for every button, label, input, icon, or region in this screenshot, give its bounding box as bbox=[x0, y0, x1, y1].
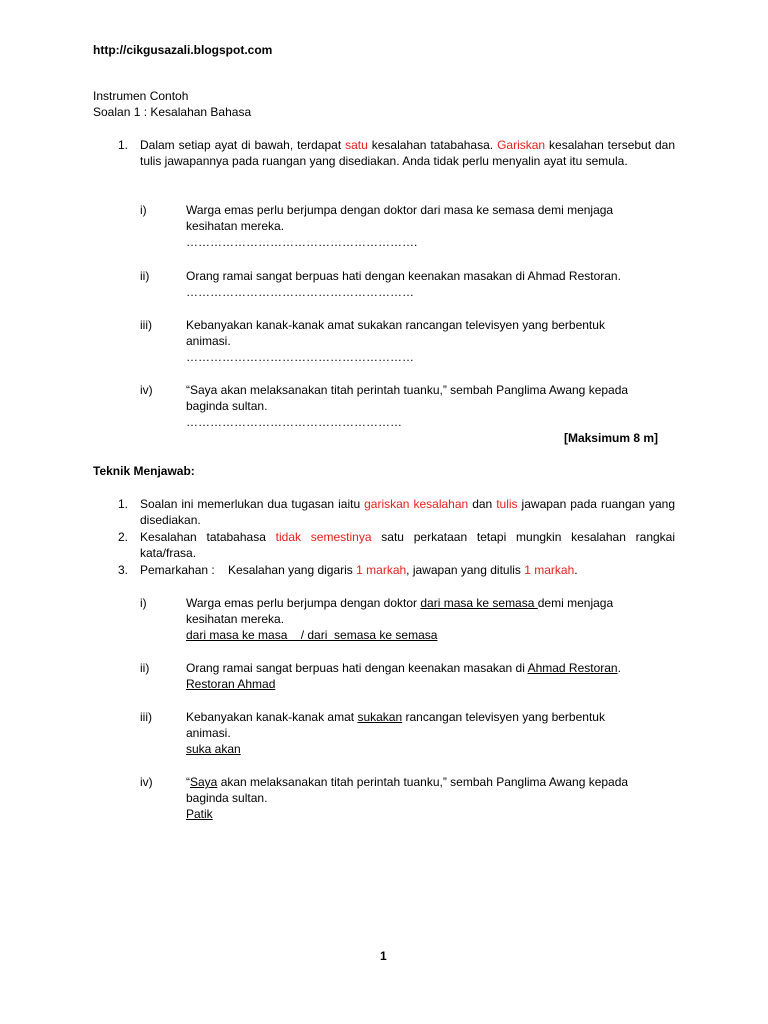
answer-sentence bbox=[186, 595, 613, 611]
point-text: , jawapan yang ditulis bbox=[406, 563, 525, 577]
item-label: iii) bbox=[140, 710, 152, 724]
sentence-text: Orang ramai sangat berpuas hati dengan keenakan masakan di bbox=[186, 661, 528, 675]
answer-sentence-cont: baginda sultan. bbox=[186, 791, 268, 805]
point-text: Kesalahan tatabahasa bbox=[140, 530, 276, 544]
answer-sentence bbox=[186, 774, 628, 790]
point-text: Pemarkahan : Kesalahan yang digaris bbox=[140, 563, 357, 577]
item-label: iv) bbox=[140, 383, 153, 397]
max-marks: [Maksimum 8 m] bbox=[563, 431, 658, 445]
point-number: 2. bbox=[118, 530, 129, 544]
correct-answer: suka akan bbox=[186, 742, 241, 756]
sentence-text: akan melaksanakan titah perintah tuanku,” sembah Panglima Awang kepada bbox=[217, 775, 629, 789]
point-number: 3. bbox=[118, 563, 129, 577]
item-sentence-cont: baginda sultan. bbox=[186, 399, 268, 413]
intro-highlight-satu: satu bbox=[345, 138, 368, 152]
item-label: iv) bbox=[140, 775, 153, 789]
underlined-error: sukakan bbox=[357, 710, 403, 724]
sentence-text: demi menjaga bbox=[537, 596, 614, 610]
point-highlight: gariskan kesalahan bbox=[364, 497, 469, 511]
point-highlight: tulis bbox=[496, 497, 518, 511]
point-text: Soalan ini memerlukan dua tugasan iaitu bbox=[140, 497, 365, 511]
point-highlight: 1 markah bbox=[524, 563, 575, 577]
item-label: i) bbox=[140, 596, 147, 610]
underlined-error: Ahmad Restoran bbox=[527, 661, 618, 675]
answer-blank: …………………………………………………. bbox=[186, 235, 418, 249]
point-text: dan bbox=[468, 497, 497, 511]
sentence-text: . bbox=[617, 661, 621, 675]
item-sentence-cont: kesihatan mereka. bbox=[186, 219, 285, 233]
sentence-text: “ bbox=[186, 775, 190, 789]
sentence-text: Kebanyakan kanak-kanak amat bbox=[186, 710, 358, 724]
technique-point bbox=[140, 496, 675, 528]
item-sentence: “Saya akan melaksanakan titah perintah tuanku,” sembah Panglima Awang kepada bbox=[186, 383, 629, 397]
answer-sentence bbox=[186, 660, 621, 676]
answer-blank: ………………………………………………… bbox=[186, 350, 414, 364]
point-text: . bbox=[574, 563, 578, 577]
point-highlight: 1 markah bbox=[356, 563, 407, 577]
technique-point bbox=[140, 529, 675, 561]
technique-heading: Teknik Menjawab: bbox=[93, 464, 195, 478]
sentence-text: Warga emas perlu berjumpa dengan doktor bbox=[186, 596, 421, 610]
correct-answer: dari masa ke masa / dari semasa ke semasa bbox=[186, 628, 438, 642]
intro-text-c: kesalahan tersebut dan tulis jawapannya pada ruangan yang disediakan. Anda tidak perlu menyalin ayat itu semula. bbox=[140, 138, 676, 168]
doc-title: Soalan 1 : Kesalahan Bahasa bbox=[93, 105, 252, 119]
answer-sentence-cont: animasi. bbox=[186, 726, 231, 740]
sentence-text: rancangan televisyen yang berbentuk bbox=[402, 710, 605, 724]
item-label: ii) bbox=[140, 269, 150, 283]
page-number: 1 bbox=[380, 949, 387, 963]
question-intro bbox=[140, 137, 675, 169]
underlined-error: Saya bbox=[190, 775, 218, 789]
underlined-error: dari masa ke semasa bbox=[420, 596, 538, 610]
technique-point bbox=[140, 562, 578, 578]
intro-text-b: kesalahan tatabahasa. bbox=[367, 138, 498, 152]
question-number: 1. bbox=[118, 138, 129, 152]
intro-text-a: Dalam setiap ayat di bawah, terdapat bbox=[140, 138, 346, 152]
answer-blank: ………………………………………………… bbox=[186, 285, 414, 299]
point-text: satu perkataan tetapi mungkin kesalahan rangkai kata/frasa. bbox=[140, 530, 676, 560]
answer-sentence bbox=[186, 709, 605, 725]
item-sentence: Kebanyakan kanak-kanak amat sukakan rancangan televisyen yang berbentuk bbox=[186, 318, 605, 332]
item-sentence-cont: animasi. bbox=[186, 334, 231, 348]
answer-blank: ……………………………………………… bbox=[186, 415, 402, 429]
point-number: 1. bbox=[118, 497, 129, 511]
point-highlight: tidak semestinya bbox=[275, 530, 372, 544]
item-label: ii) bbox=[140, 661, 150, 675]
answer-sentence-cont: kesihatan mereka. bbox=[186, 612, 285, 626]
correct-answer: Restoran Ahmad bbox=[186, 677, 276, 691]
correct-answer: Patik bbox=[186, 807, 213, 821]
intro-highlight-gariskan: Gariskan bbox=[497, 138, 546, 152]
doc-subtitle: Instrumen Contoh bbox=[93, 89, 189, 103]
header-url: http://cikgusazali.blogspot.com bbox=[93, 43, 273, 57]
item-sentence: Orang ramai sangat berpuas hati dengan keenakan masakan di Ahmad Restoran. bbox=[186, 269, 621, 283]
item-label: i) bbox=[140, 203, 147, 217]
item-sentence: Warga emas perlu berjumpa dengan doktor dari masa ke semasa demi menjaga bbox=[186, 203, 614, 217]
point-text: jawapan pada ruangan yang disediakan. bbox=[140, 497, 676, 527]
item-label: iii) bbox=[140, 318, 152, 332]
